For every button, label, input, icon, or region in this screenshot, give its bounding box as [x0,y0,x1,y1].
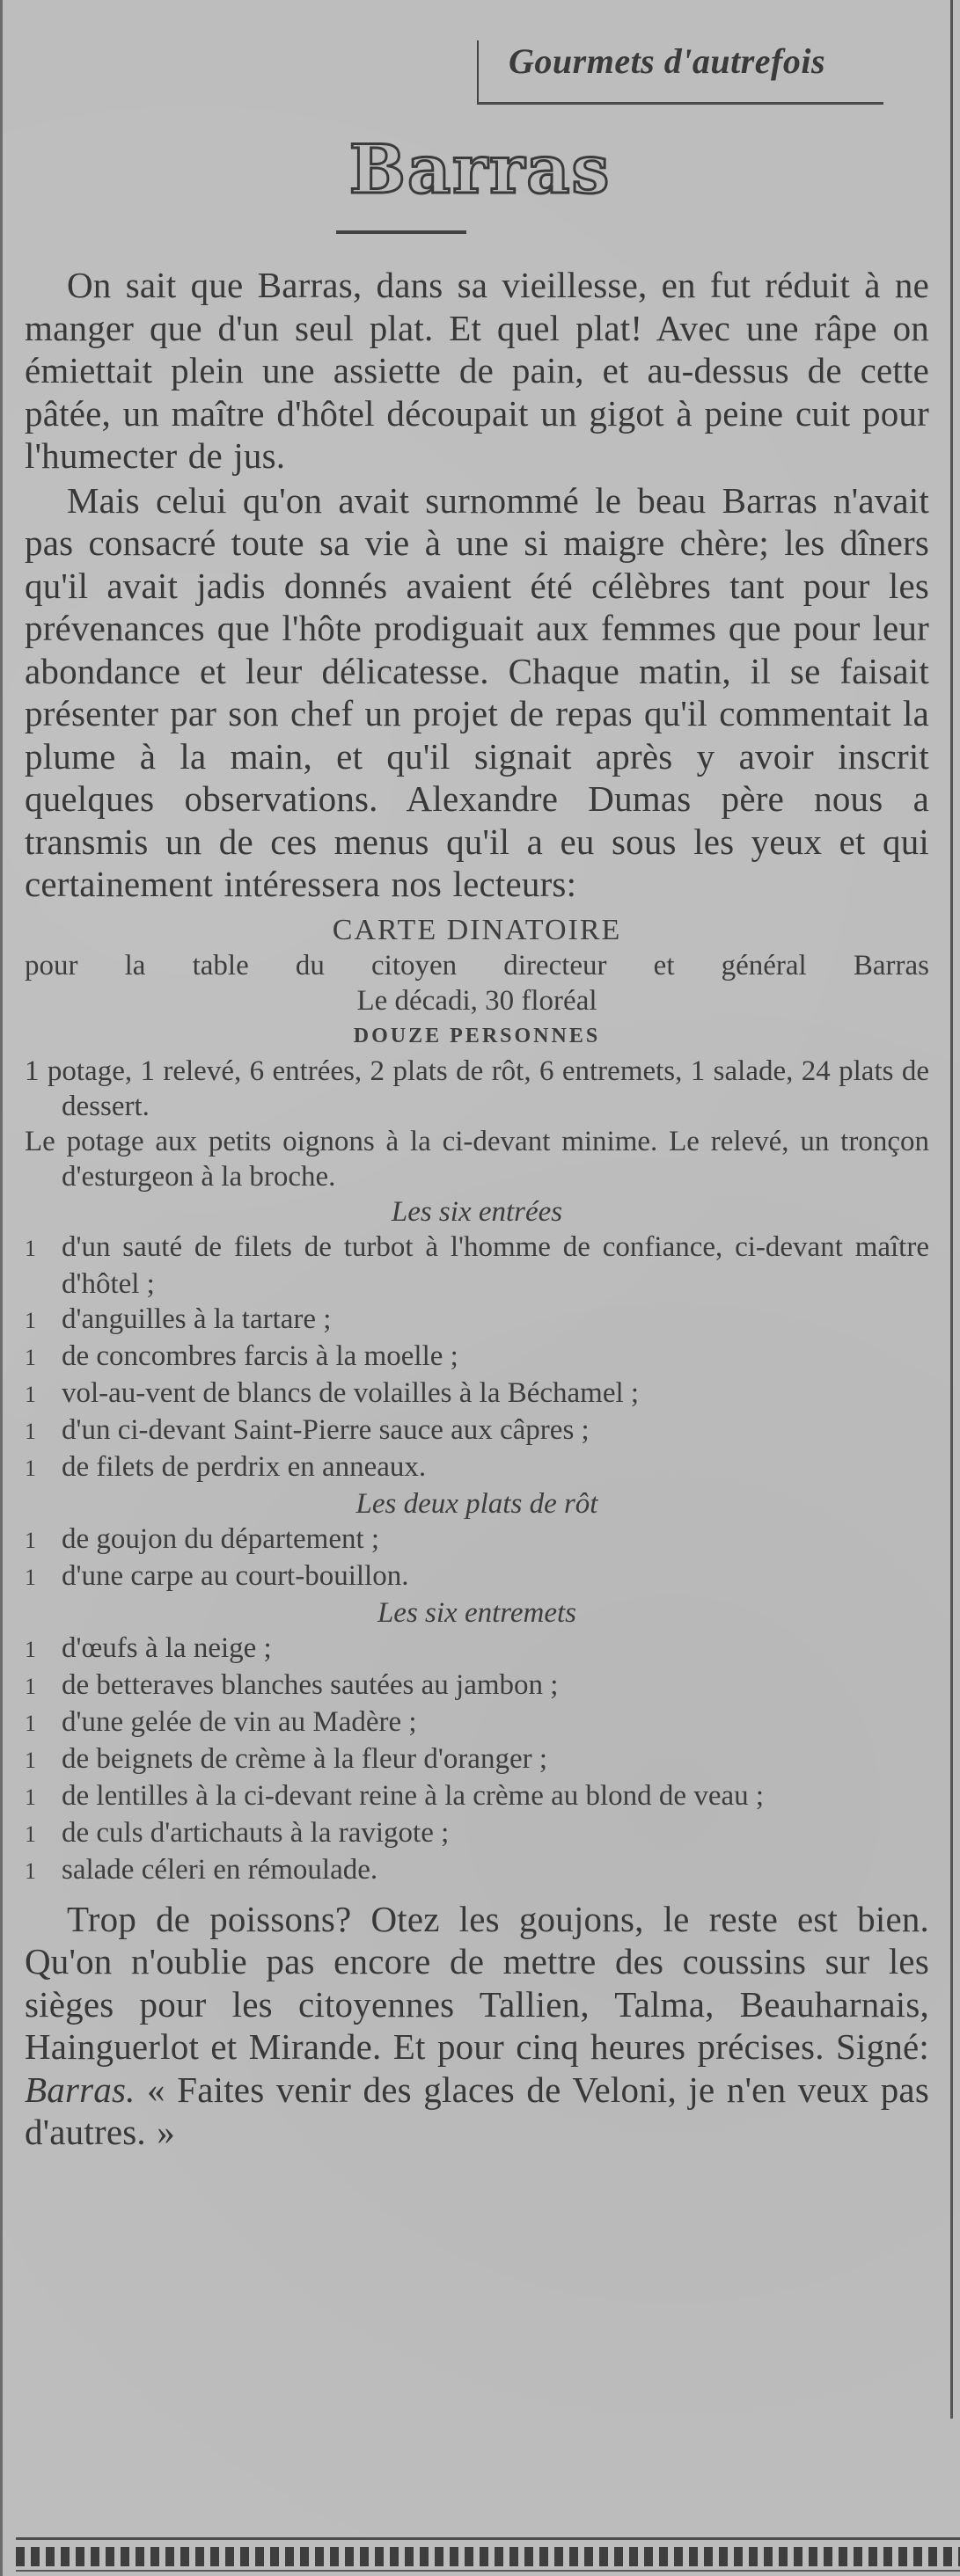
paragraph-2: Mais celui qu'on avait surnommé le beau Barras n'avait pas consacré toute sa vie à une si maigre chère; les dîners qu'il avait jadis donnés avaient été célèbres tant pour les prévenances que l'hôte prodiguait aux femmes que pour leur abondance et leur délicatesse. Chaque matin, il se faisait présenter par son chef un projet de repas qu'il commentait la plume à la main, et qu'il signait après y avoir inscrit quelques observations. Alexandre Dumas père nous a transmis un de ces menus qu'il a eu sous les yeux et qui certainement intéressera nos lecteurs: [25,479,929,904]
footer-decorative-border [16,2547,960,2566]
menu-potage: Le potage aux petits oignons à la ci-devant minime. Le relevé, un tronçon d'esturgeon à la broche. [25,1125,929,1193]
menu-section-heading: Les six entremets [377,1596,577,1629]
menu-item: 1 salade céleri en rémoulade. [25,1853,378,1886]
article-title: Barras [348,130,612,208]
closing-paragraph: Trop de poissons? Otez les goujons, le reste est bien. Qu'on n'oublie pas encore de mettre des coussins sur les sièges pour les citoyennes Tallien, Talma, Beauharnais, Hainguerlot et Mirande. Et pour cinq heures précises. Signé: Barras. « Faites venir des glaces de Veloni, je n'en veux pas d'autres. » [25,1898,929,2152]
menu-summary: 1 potage, 1 relevé, 6 entrées, 2 plats de rôt, 6 entremets, 1 salade, 24 plats de dessert. [25,1054,929,1122]
menu-item: 1 d'œufs à la neige ; [25,1631,272,1664]
menu-item: 1 de beignets de crème à la fleur d'oranger ; [25,1742,548,1775]
menu-date: Le décadi, 30 floréal [356,984,597,1017]
right-column-rule [950,0,953,2419]
menu-card [25,913,929,1889]
menu-guests: DOUZE PERSONNES [353,1024,601,1047]
menu-item: 1 de culs d'artichauts à la ravigote ; [25,1816,450,1849]
menu-section-entremets [25,1595,929,1889]
menu-section-heading: Les six entrées [391,1195,563,1228]
article-body [25,264,929,2154]
menu-item: 1 d'une carpe au court-bouillon. [25,1559,409,1592]
left-column-rule [0,0,3,2576]
menu-item: 1 d'anguilles à la tartare ; [25,1303,332,1335]
menu-item: 1 vol-au-vent de blancs de volailles à la Béchamel ; [25,1376,640,1409]
menu-item: 1 de lentilles à la ci-devant reine à la crème au blond de veau ; [25,1779,765,1812]
menu-item: 1 de betteraves blanches sautées au jambon ; [25,1668,559,1701]
paragraph-1: On sait que Barras, dans sa vieillesse, en fut réduit à ne manger que d'un seul plat. Et quel plat! Avec une râpe on émiettait plein une assiette de pain, et au-dessus de cette pâtée, un maître d'hôtel découpait un gigot à peine cuit pour l'humecter de jus. [25,265,929,476]
menu-item: 1 d'un sauté de filets de turbot à l'homme de confiance, ci-devant maître d'hôtel ; [25,1230,929,1300]
menu-item: 1 d'une gelée de vin au Madère ; [25,1705,417,1738]
menu-section-entrees [25,1194,929,1486]
section-header-text: Gourmets d'autrefois [509,41,826,81]
title-underline [336,230,466,234]
footer-rule [16,2537,960,2540]
menu-subtitle: pour la table du citoyen directeur et général Barras [25,949,929,982]
signature: Barras. [25,2069,136,2110]
menu-section-heading: Les deux plats de rôt [355,1487,598,1520]
footer-rule-bottom [16,2570,960,2572]
menu-section-rot [25,1486,929,1595]
menu-item: 1 d'un ci-devant Saint-Pierre sauce aux câpres ; [25,1413,590,1446]
menu-item: 1 de goujon du département ; [25,1522,380,1555]
menu-item: 1 de concombres farcis à la moelle ; [25,1339,458,1372]
menu-title: CARTE DINATOIRE [332,913,622,946]
section-header [477,40,883,105]
menu-item: 1 de filets de perdrix en anneaux. [25,1450,427,1483]
